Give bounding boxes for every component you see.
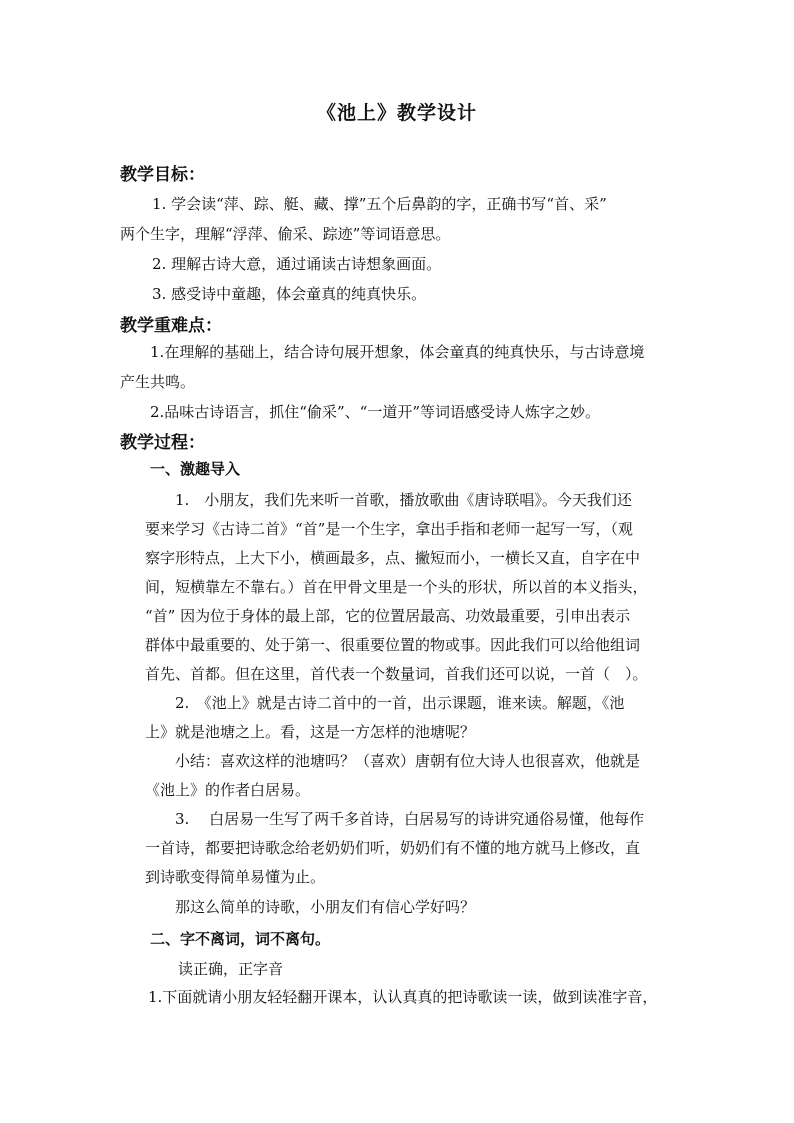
part1-line-12: 3. 白居易一生写了两千多首诗，白居易写的诗讲究通俗易懂，他每作 xyxy=(175,810,645,828)
key-point-line-2: 产生共鸣。 xyxy=(120,373,196,391)
part1-line-5: “首” 因为位于身体的最上部，它的位置居最高、功效最重要，引申出表示 xyxy=(145,607,631,625)
part1-line-15: 那这么简单的诗歌，小朋友们有信心学好吗？ xyxy=(175,898,476,916)
part1-line-3: 察字形特点，上大下小，横画最多，点、撇短而小，一横长又直，自字在中 xyxy=(145,549,641,567)
part2-line-1: 读正确，正字音 xyxy=(178,960,284,978)
goals-heading: 教学目标： xyxy=(120,165,205,185)
key-point-line-1: 1.在理解的基础上，结合诗句展开想象，体会童真的纯真快乐，与古诗意境 xyxy=(150,343,645,361)
goal-line-3: 2. 理解古诗大意，通过诵读古诗想象画面。 xyxy=(152,255,442,273)
process-heading: 教学过程： xyxy=(120,433,205,453)
part1-line-8: 2. 《池上》就是古诗二首中的一首，出示课题，谁来读。解题，《池 xyxy=(175,694,625,712)
key-points-heading: 教学重难点： xyxy=(120,316,222,336)
part1-line-14: 到诗歌变得简单易懂为止。 xyxy=(145,868,326,886)
part2-line-2: 1.下面就请小朋友轻轻翻开课本，认认真真的把诗歌读一读，做到读准字音， xyxy=(148,988,658,1006)
document-title: 《池上》教学设计 xyxy=(316,102,477,124)
part1-heading: 一、激趣导入 xyxy=(150,460,241,478)
key-point-line-3: 2.品味古诗语言，抓住“偷采”、“一道开”等词语感受诗人炼字之妙。 xyxy=(150,403,600,421)
goal-line-1: 1. 学会读“萍、踪、艇、藏、撑”五个后鼻韵的字，正确书写“首、采” xyxy=(152,195,607,213)
part1-line-2: 要来学习《古诗二首》“首”是一个生字，拿出手指和老师一起写一写，（观 xyxy=(145,520,633,538)
part1-line-6: 群体中最重要的、处于第一、很重要位置的物或事。因此我们可以给他组词 xyxy=(145,636,641,654)
part1-line-11: 《池上》的作者白居易。 xyxy=(145,781,311,799)
part1-line-1: 1. 小朋友，我们先来听一首歌，播放歌曲《唐诗联唱》。今天我们还 xyxy=(175,491,632,509)
goal-line-2: 两个生字，理解“浮萍、偷采、踪迹”等词语意思。 xyxy=(120,225,451,243)
part1-line-4: 间，短横靠左不靠右。）首在甲骨文里是一个头的形状，所以首的本义指头， xyxy=(145,578,648,596)
part1-line-9: 上》就是池塘之上。看，这是一方怎样的池塘呢？ xyxy=(145,723,476,741)
goal-line-4: 3. 感受诗中童趣，体会童真的纯真快乐。 xyxy=(152,285,427,303)
part1-line-7: 首先、首都。但在这里，首代表一个数量词，首我们还可以说，一首（ ）。 xyxy=(145,665,648,683)
part2-heading: 二、字不离词，词不离句。 xyxy=(150,930,331,948)
part1-line-13: 一首诗，都要把诗歌念给老奶奶们听，奶奶们有不懂的地方就马上修改，直 xyxy=(145,839,641,857)
part1-line-10: 小结：喜欢这样的池塘吗？（喜欢）唐朝有位大诗人也很喜欢，他就是 xyxy=(175,752,641,770)
